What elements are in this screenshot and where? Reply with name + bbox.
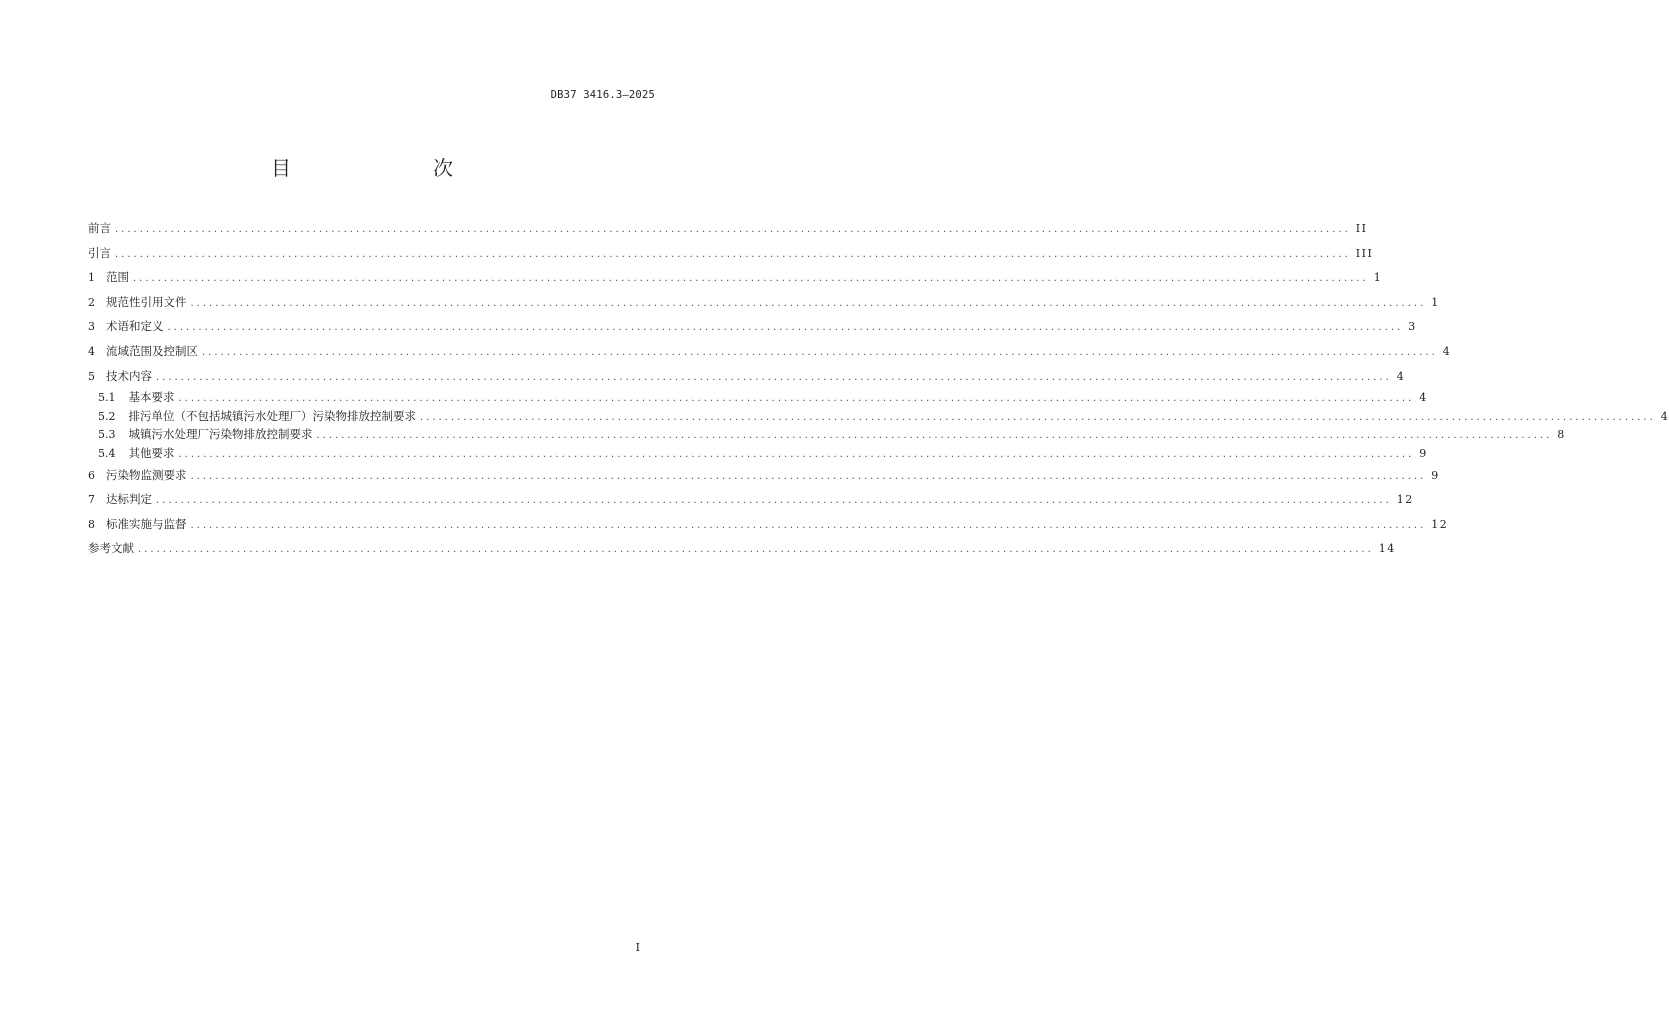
toc-entry-1[interactable] [88, 267, 1383, 292]
toc-entry-page: 4 [1442, 344, 1452, 358]
toc-dot-leader: ........................................................................................................................................................................................................ [156, 371, 1392, 383]
table-of-contents [88, 218, 1669, 563]
toc-entry-page: 4 [1419, 391, 1428, 405]
toc-entry-number: 5 [88, 369, 95, 383]
toc-dot-leader: ........................................................................................................................................................................................................ [115, 248, 1351, 260]
toc-entry-preface[interactable] [88, 218, 1368, 243]
toc-entry-5-2[interactable] [88, 408, 1669, 428]
toc-entry-number: 2 [88, 295, 95, 309]
toc-entry-page: 1 [1373, 271, 1383, 285]
toc-entry-page: 12 [1396, 493, 1414, 507]
toc-entry-page: 9 [1419, 446, 1428, 460]
toc-entry-label: 城镇污水处理厂污染物排放控制要求 [128, 427, 313, 442]
toc-entry-label: 规范性引用文件 [106, 294, 187, 309]
toc-entry-number: 7 [88, 493, 95, 507]
toc-entry-number: 5.2 [98, 409, 116, 423]
toc-entry-label: 前言 [88, 221, 111, 235]
toc-entry-label: 术语和定义 [106, 319, 164, 334]
toc-dot-leader: ........................................................................................................................................................................................................ [420, 411, 1656, 423]
toc-entry-number: 6 [88, 468, 95, 482]
toc-entry-label: 其他要求 [128, 445, 175, 460]
toc-dot-leader: ........................................................................................................................................................................................................ [190, 470, 1427, 482]
toc-entry-introduction[interactable] [88, 243, 1374, 268]
toc-entry-8[interactable] [88, 514, 1449, 539]
toc-entry-page: III [1355, 246, 1374, 260]
toc-entry-6[interactable] [88, 465, 1440, 490]
toc-entry-page: 8 [1557, 428, 1566, 442]
toc-entry-page: 9 [1431, 468, 1440, 482]
toc-dot-leader: ........................................................................................................................................................................................................ [316, 430, 1553, 442]
toc-entry-4[interactable] [88, 341, 1452, 366]
toc-entry-number: 3 [88, 320, 95, 334]
toc-dot-leader: ........................................................................................................................................................................................................ [202, 346, 1438, 358]
toc-entry-page: 14 [1378, 542, 1396, 556]
toc-entry-page: 3 [1408, 320, 1417, 334]
toc-entry-5[interactable] [88, 366, 1406, 391]
toc-dot-leader: ........................................................................................................................................................................................................ [178, 448, 1415, 460]
toc-dot-leader: ........................................................................................................................................................................................................ [167, 322, 1404, 334]
toc-entry-label: 基本要求 [128, 390, 175, 405]
toc-entry-number: 5.3 [98, 428, 116, 442]
page-title: 目 次 [271, 156, 487, 180]
toc-entry-label: 标准实施与监督 [106, 516, 187, 531]
toc-entry-page: 1 [1431, 295, 1440, 309]
toc-dot-leader: ........................................................................................................................................................................................................ [190, 297, 1427, 309]
toc-dot-leader: ........................................................................................................................................................................................................ [178, 393, 1415, 405]
toc-entry-number: 1 [88, 271, 95, 285]
toc-entry-5-3[interactable] [88, 427, 1566, 446]
toc-entry-page: 4 [1660, 409, 1669, 423]
toc-entry-label: 范围 [106, 270, 129, 285]
toc-dot-leader: ........................................................................................................................................................................................................ [133, 273, 1369, 285]
toc-entry-label: 污染物监测要求 [106, 467, 187, 482]
document-code: DB37 3416.3—2025 [550, 89, 655, 101]
toc-entry-page: 4 [1396, 369, 1406, 383]
toc-entry-label: 引言 [88, 245, 111, 260]
toc-entry-label: 达标判定 [106, 492, 152, 507]
toc-entry-5-1[interactable] [88, 390, 1428, 409]
toc-entry-3[interactable] [88, 316, 1417, 341]
toc-entry-2[interactable] [88, 292, 1440, 317]
toc-dot-leader: ........................................................................................................................................................................................................ [115, 224, 1351, 235]
toc-entry-5-4[interactable] [88, 445, 1428, 465]
toc-dot-leader: ........................................................................................................................................................................................................ [190, 519, 1427, 531]
toc-entry-references[interactable] [88, 538, 1396, 563]
toc-entry-number: 5.1 [98, 391, 116, 405]
toc-entry-number: 5.4 [98, 446, 116, 460]
page-number: I [635, 941, 640, 954]
toc-entry-page: 12 [1431, 517, 1449, 531]
toc-entry-label: 技术内容 [106, 368, 152, 383]
toc-entry-number: 8 [88, 517, 95, 531]
toc-entry-7[interactable] [88, 489, 1414, 514]
toc-dot-leader: ........................................................................................................................................................................................................ [138, 544, 1374, 556]
toc-entry-label: 排污单位（不包括城镇污水处理厂）污染物排放控制要求 [128, 408, 416, 423]
toc-entry-label: 流域范围及控制区 [106, 343, 198, 358]
toc-dot-leader: ........................................................................................................................................................................................................ [156, 495, 1392, 507]
toc-entry-label: 参考文献 [88, 541, 134, 556]
toc-entry-number: 4 [88, 344, 95, 358]
toc-entry-page: II [1355, 222, 1368, 235]
